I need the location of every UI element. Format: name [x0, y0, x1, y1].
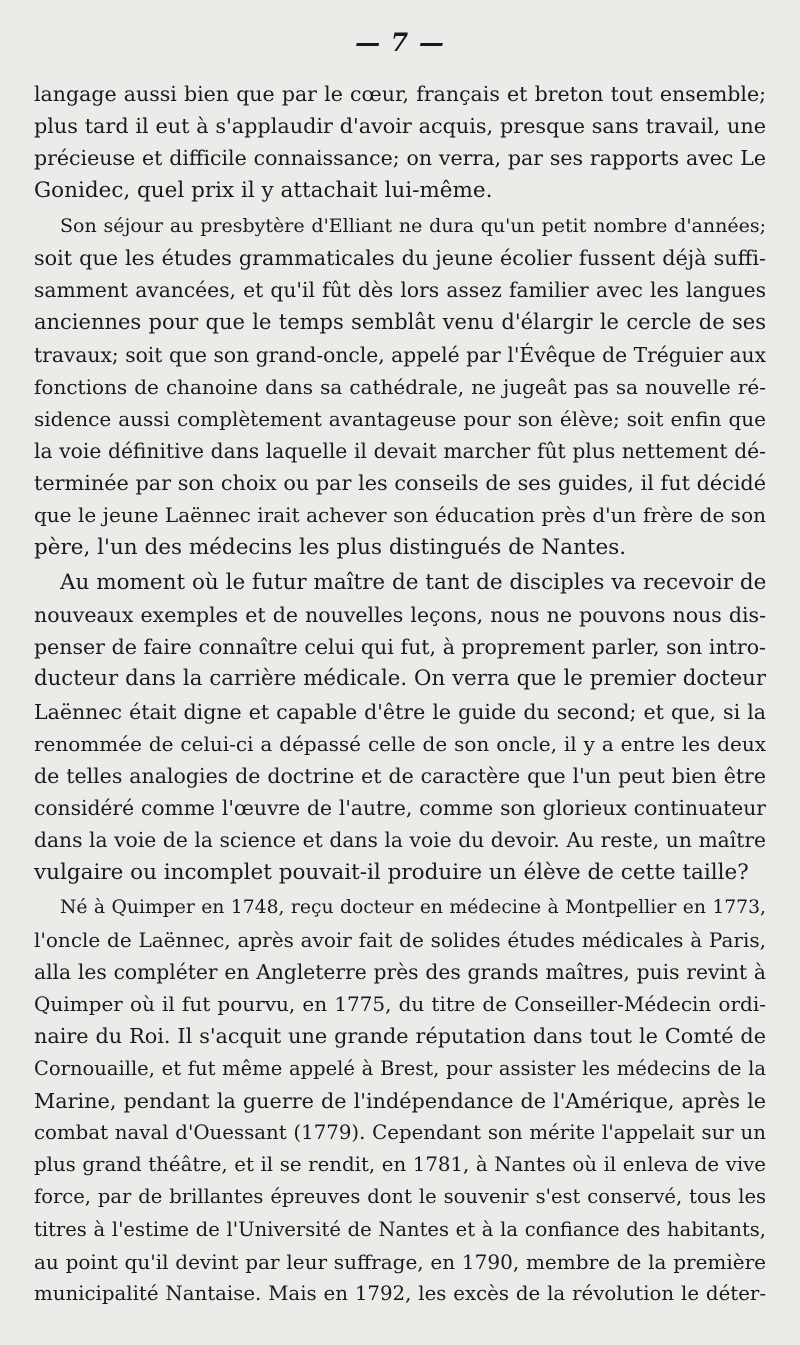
page-number: — 7 —: [355, 28, 445, 57]
text-line: l'oncle de Laënnec, après avoir fait de solides études médicales à Paris,: [34, 927, 766, 952]
paragraph-3: [34, 567, 766, 889]
text-line: dans la voie de la science et dans la voie du devoir. Au reste, un maître: [34, 828, 766, 853]
body-text: [34, 78, 766, 1310]
text-line: fonctions de chanoine dans sa cathédrale, ne jugeât pas sa nouvelle ré-: [34, 374, 766, 399]
text-line: plus grand théâtre, et il se rendit, en 1781, à Nantes où il enleva de vive: [34, 1153, 766, 1177]
paragraph-1: [34, 78, 766, 207]
text-line: père, l'un des médecins les plus distingués de Nantes.: [34, 534, 627, 560]
text-line: anciennes pour que le temps semblât venu d'élargir le cercle de ses: [34, 310, 766, 335]
text-line: ducteur dans la carrière médicale. On verra que le premier docteur: [34, 666, 766, 692]
text-line: combat naval d'Ouessant (1779). Cependant son mérite l'appelait sur un: [34, 1121, 766, 1144]
paragraph-4: [34, 892, 766, 1310]
text-line: alla les compléter en Angleterre près des grands maîtres, puis revint à: [34, 960, 766, 985]
text-line: de telles analogies de doctrine et de caractère que l'un peut bien être: [34, 763, 766, 788]
text-line: sidence aussi complètement avantageuse pour son élève; soit enfin que: [34, 406, 766, 431]
text-line: Marine, pendant la guerre de l'indépendance de l'Amérique, après le: [34, 1088, 766, 1113]
text-line: langage aussi bien que par le cœur, français et breton tout ensemble;: [34, 82, 766, 106]
text-line: au point qu'il devint par leur suffrage, en 1790, membre de la première: [34, 1249, 766, 1274]
text-line: Cornouaille, et fut même appelé à Brest, pour assister les médecins de la: [34, 1056, 766, 1080]
text-line: travaux; soit que son grand-oncle, appelé par l'Évêque de Tréguier aux: [34, 342, 766, 367]
text-line: considéré comme l'œuvre de l'autre, comme son glorieux continuateur: [34, 796, 766, 821]
text-line: Laënnec était digne et capable d'être le guide du second; et que, si la: [34, 699, 766, 724]
text-line: précieuse et difficile connaissance; on verra, par ses rapports avec Le: [34, 146, 766, 171]
text-line: terminée par son choix ou par les conseils de ses guides, il fut décidé: [34, 471, 766, 496]
text-line: la voie définitive dans laquelle il devait marcher fût plus nettement dé-: [34, 439, 766, 464]
text-line: force, par de brillantes épreuves dont le souvenir s'est conservé, tous les: [34, 1185, 766, 1209]
text-line: plus tard il eut à s'applaudir d'avoir acquis, presque sans travail, une: [34, 114, 766, 139]
text-line: que le jeune Laënnec irait achever son éducation près d'un frère de son: [34, 503, 766, 528]
text-line: titres à l'estime de l'Université de Nantes et à la confiance des habitants,: [34, 1217, 766, 1241]
text-line: municipalité Nantaise. Mais en 1792, les excès de la révolution le déter-: [34, 1281, 766, 1305]
text-line: Gonidec, quel prix il y attachait lui-même.: [34, 177, 493, 203]
paragraph-2: [34, 210, 766, 564]
text-line: soit que les études grammaticales du jeune écolier fussent déjà suffi-: [34, 245, 766, 270]
text-line: penser de faire connaître celui qui fut, à proprement parler, son intro-: [34, 635, 766, 660]
text-line: Au moment où le futur maître de tant de disciples va recevoir de: [60, 569, 767, 595]
text-line: Quimper où il fut pourvu, en 1775, du titre de Conseiller-Médecin ordi-: [34, 992, 766, 1017]
text-line: samment avancées, et qu'il fût dès lors assez familier avec les langues: [34, 278, 766, 303]
text-line: Né à Quimper en 1748, reçu docteur en médecine à Montpellier en 1773,: [60, 896, 766, 918]
text-line: Son séjour au presbytère d'Elliant ne dura qu'un petit nombre d'années;: [60, 214, 766, 237]
text-line: renommée de celui-ci a dépassé celle de son oncle, il y a entre les deux: [34, 731, 766, 756]
text-line: vulgaire ou incomplet pouvait-il produire un élève de cette taille?: [34, 859, 749, 885]
text-line: naire du Roi. Il s'acquit une grande réputation dans tout le Comté de: [34, 1024, 766, 1049]
text-line: nouveaux exemples et de nouvelles leçons, nous ne pouvons nous dis-: [34, 603, 766, 627]
